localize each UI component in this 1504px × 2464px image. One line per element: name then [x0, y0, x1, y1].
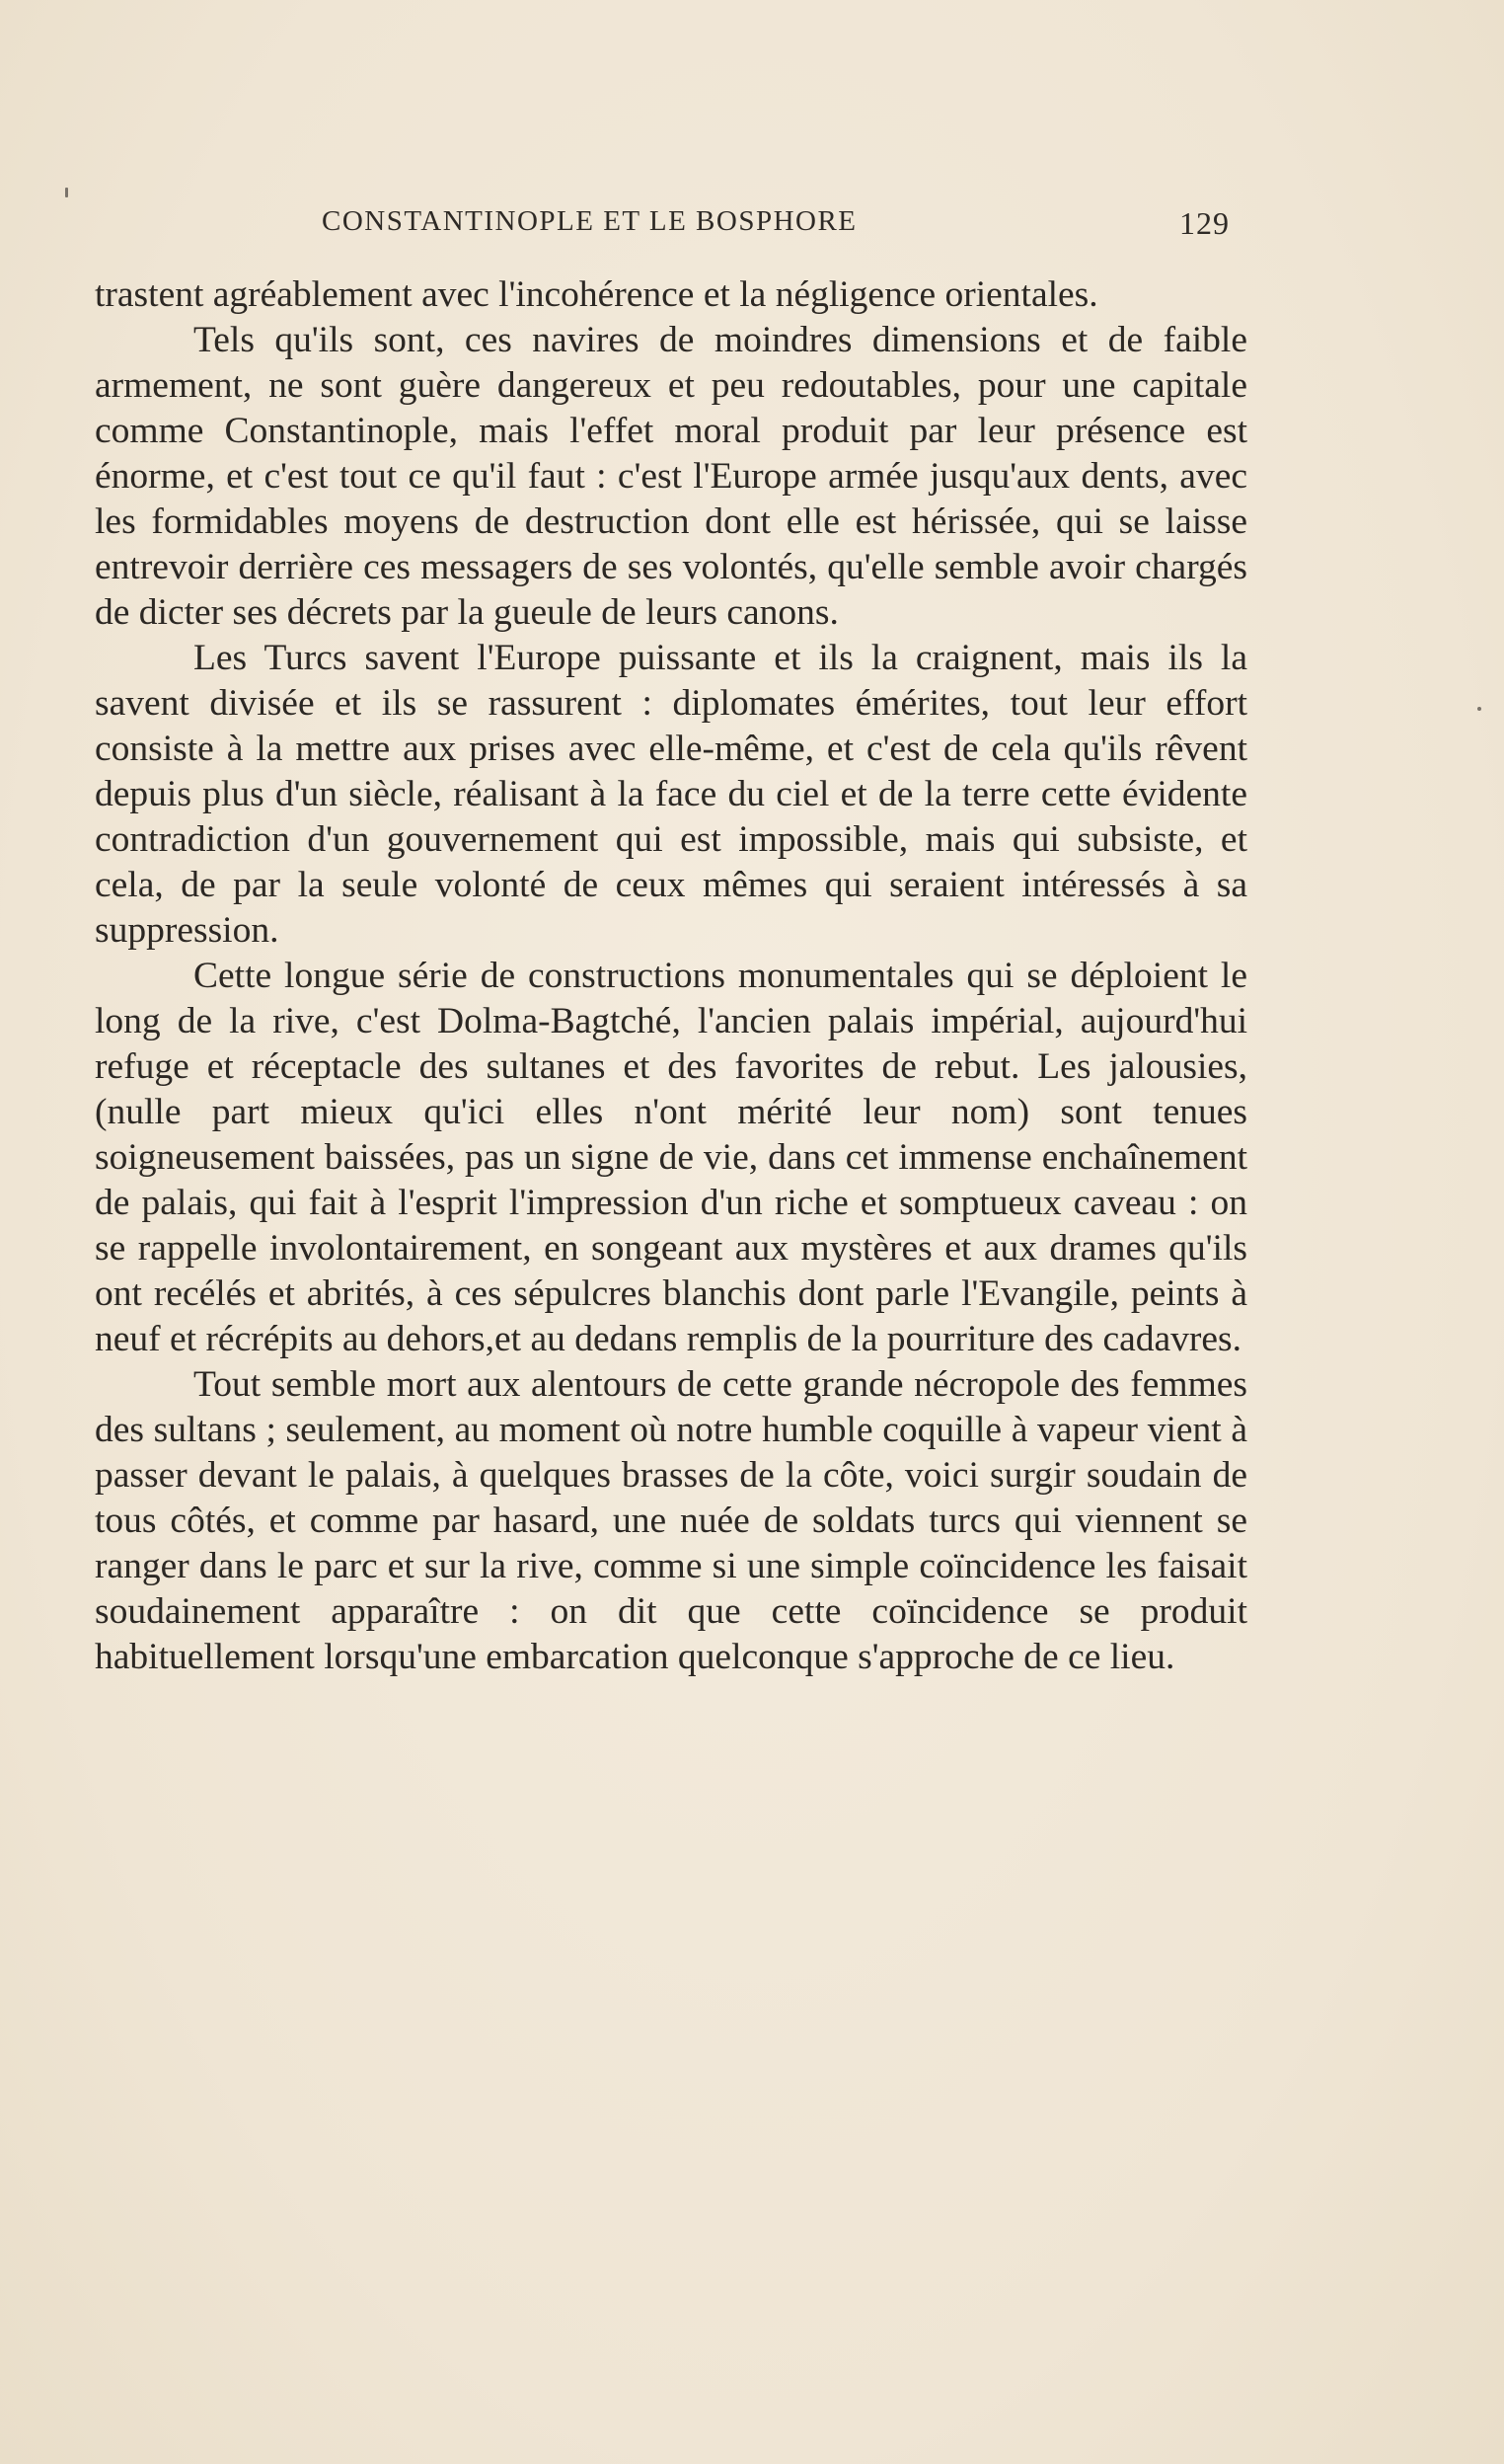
running-head — [322, 205, 1230, 245]
page-number: 129 — [1179, 205, 1230, 241]
running-head-title: CONSTANTINOPLE ET LE BOSPHORE — [322, 205, 858, 237]
stray-mark — [65, 188, 68, 197]
body-text — [95, 272, 1247, 1680]
paragraph: Cette longue série de constructions monumentales qui se déploient le long de la rive, c'est Dolma-Bagtché, l'ancien palais impérial, aujourd'hui refuge et réceptacle des sultanes et des favorites de rebut. Les jalousies, (nulle part mieux qu'ici elles n'ont mérité leur nom) sont tenues soigneusement baissées, pas un signe de vie, dans cet immense enchaînement de palais, qui fait à l'esprit l'impression d'un riche et somptueux caveau : on se rappelle involontairement, en songeant aux mystères et aux drames qu'ils ont recélés et abrités, à ces sépulcres blanchis dont parle l'Evangile, peints à neuf et récrépits au dehors,et au dedans remplis de la pourriture des cadavres. — [95, 956, 1247, 1359]
paragraph: Les Turcs savent l'Europe puissante et ils la craignent, mais ils la savent divisée et ils se rassurent : diplomates émérites, tout leur effort consiste à la mettre aux prises avec elle-même, et c'est de cela qu'ils rêvent depuis plus d'un siècle, réalisant à la face du ciel et de la terre cette évidente contradiction d'un gouvernement qui est impossible, mais qui subsiste, et cela, de par la seule volonté de ceux mêmes qui seraient intéressés à sa suppression. — [95, 638, 1247, 951]
paragraph: trastent agréablement avec l'incohérence et la négligence orientales. — [95, 274, 1098, 315]
paragraph: Tels qu'ils sont, ces navires de moindres dimensions et de faible armement, ne sont guère dangereux et peu redoutables, pour une capitale comme Constantinople, mais l'effet moral produit par leur présence est énorme, et c'est tout ce qu'il faut : c'est l'Europe armée jusqu'aux dents, avec les formidables moyens de destruction dont elle est hérissée, qui se laisse entrevoir derrière ces messagers de ses volontés, qu'elle semble avoir chargés de dicter ses décrets par la gueule de leurs canons. — [95, 320, 1247, 633]
stray-mark — [1477, 707, 1481, 711]
paragraph: Tout semble mort aux alentours de cette grande nécropole des femmes des sultans ; seulement, au moment où notre humble coquille à vapeur vient à passer devant le palais, à quelques brasses de la côte, voici surgir soudain de tous côtés, et comme par hasard, une nuée de soldats turcs qui viennent se ranger dans le parc et sur la rive, comme si une simple coïncidence les faisait soudainement apparaître : on dit que cette coïncidence se produit habituellement lorsqu'une embarcation quelconque s'approche de ce lieu. — [95, 1364, 1247, 1677]
